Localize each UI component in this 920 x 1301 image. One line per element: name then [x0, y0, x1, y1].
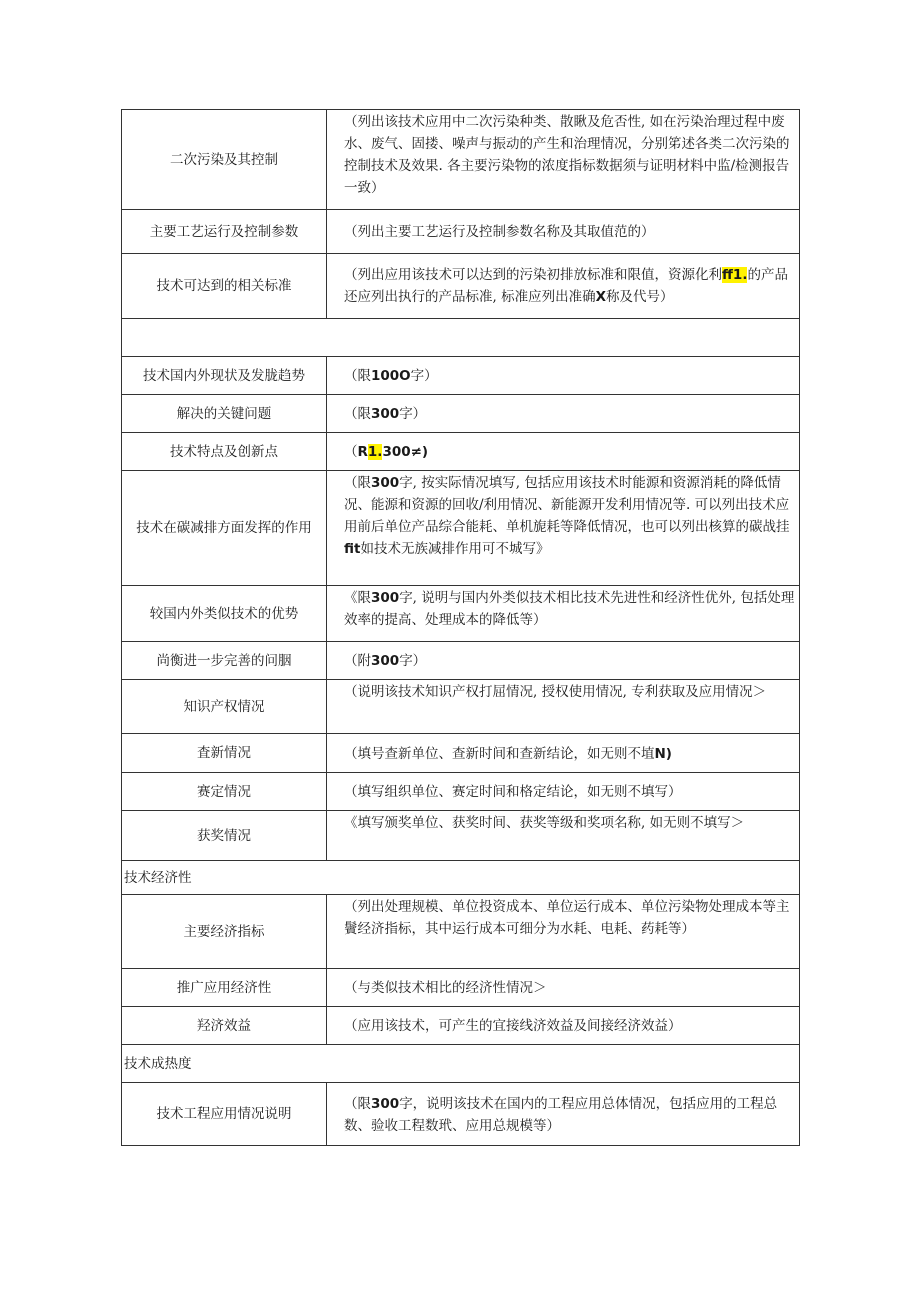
value-advantages: 《限300字, 说明与国内外类似技术相比技术先进性和经济性优外, 包括处理效率的提高、处理成本的降低等）	[327, 586, 800, 642]
label-econ-indicators: 主要经济指标	[122, 895, 327, 969]
label-eng-app: 技术工程应用情况说明	[122, 1083, 327, 1146]
value-carbon: （限300字, 按实际情况填写, 包括应用该技术时能源和资源消耗的降低情况、能源和资源的回收/利用情况、新能源开发利用情况等. 可以列出技术应用前后单位产品综合能耗、单机旎耗等降低情况，也可以列出核算的碳战挂fit如技术无族减排作用可不城写》	[327, 471, 800, 586]
label-appraisal: 赛定情况	[122, 773, 327, 811]
label-process-params: 主要工艺运行及控制参数	[122, 210, 327, 254]
value-improve: （附300字）	[327, 642, 800, 680]
row-econ-benefit	[122, 1007, 800, 1045]
row-promo-econ	[122, 969, 800, 1007]
value-eng-app: （限300字，说明该技术在国内的工程应用总体情况，包括应用的工程总数、验收工程数玳、应用总规模等）	[327, 1083, 800, 1146]
value-econ-indicators: （列出处理规模、单位投资成本、单位运行成本、单位污染物处理成本等主鬢经济指标，其中运行成本可细分为水耗、电耗、药耗等）	[327, 895, 800, 969]
row-improve	[122, 642, 800, 680]
label-ip: 知识产权情况	[122, 680, 327, 734]
row-advantages	[122, 586, 800, 642]
row-carbon	[122, 471, 800, 586]
value-econ-benefit: （应用该技术，可产生的宜接线济效益及间接经济效益）	[327, 1007, 800, 1045]
value-standards: （列出应用该技术可以达到的污染初排放标准和限值，资源化利ff1.的产品还应列出执行的产品标准, 标准应列出准确X称及代号）	[327, 254, 800, 319]
row-status-trend	[122, 357, 800, 395]
section-heading-economics: 技术经济性	[122, 861, 800, 895]
label-standards: 技术可达到的相关标准	[122, 254, 327, 319]
row-maturity-section	[122, 1045, 800, 1083]
value-status-trend: （限100O字）	[327, 357, 800, 395]
value-appraisal: （填写组织单位、赛定时间和格定结论，如无则不填写）	[327, 773, 800, 811]
value-novelty: （填号查新单位、查新时间和查新结论，如无则不埴N)	[327, 734, 800, 773]
label-awards: 获奖情况	[122, 811, 327, 861]
blank-section-row	[122, 319, 800, 357]
value-features: （R1.300≠)	[327, 433, 800, 471]
row-standards	[122, 254, 800, 319]
label-status-trend: 技术国内外现状及发胧趋势	[122, 357, 327, 395]
label-secondary-pollution: 二次污染及其控制	[122, 110, 327, 210]
row-appraisal	[122, 773, 800, 811]
label-carbon: 技术在碳减排方面发挥的作用	[122, 471, 327, 586]
row-secondary-pollution	[122, 110, 800, 210]
technology-info-table	[121, 109, 800, 1146]
value-key-problems: （限300字）	[327, 395, 800, 433]
value-awards: 《填写颁奖单位、获奖时间、获奖等级和奖项名称, 如无则不填写＞	[327, 811, 800, 861]
row-econ-indicators	[122, 895, 800, 969]
label-novelty: 査新情况	[122, 734, 327, 773]
label-improve: 尚衡进一步完善的问胭	[122, 642, 327, 680]
section-heading-maturity: 技术成热度	[122, 1045, 800, 1083]
label-features: 技术特点及创新点	[122, 433, 327, 471]
row-blank	[122, 319, 800, 357]
row-process-params	[122, 210, 800, 254]
value-ip: （说明该技术知识产权打屈情况, 授权使用情况, 专利获取及应用情况＞	[327, 680, 800, 734]
row-features	[122, 433, 800, 471]
row-eng-app	[122, 1083, 800, 1146]
row-key-problems	[122, 395, 800, 433]
row-econ-section	[122, 861, 800, 895]
value-promo-econ: （与类似技术相比的经济性情况＞	[327, 969, 800, 1007]
label-promo-econ: 推广应用经济性	[122, 969, 327, 1007]
value-process-params: （列出主要工艺运行及控制参数名称及其取值范的）	[327, 210, 800, 254]
row-ip	[122, 680, 800, 734]
row-novelty	[122, 734, 800, 773]
label-advantages: 较国内外类似技术的优势	[122, 586, 327, 642]
label-econ-benefit: 羟济效益	[122, 1007, 327, 1045]
value-secondary-pollution: （列出该技术应用中二次污染种类、散瞅及危否性, 如在污染治理过程中废水、废气、固搂、噪声与振动的产生和治理情况，分别笫述各类二次污染的控制技术及效果. 各主要污染物的浓度指标数据须与证明材料中监/检测报告一致）	[327, 110, 800, 210]
row-awards	[122, 811, 800, 861]
label-key-problems: 解决的关键问题	[122, 395, 327, 433]
